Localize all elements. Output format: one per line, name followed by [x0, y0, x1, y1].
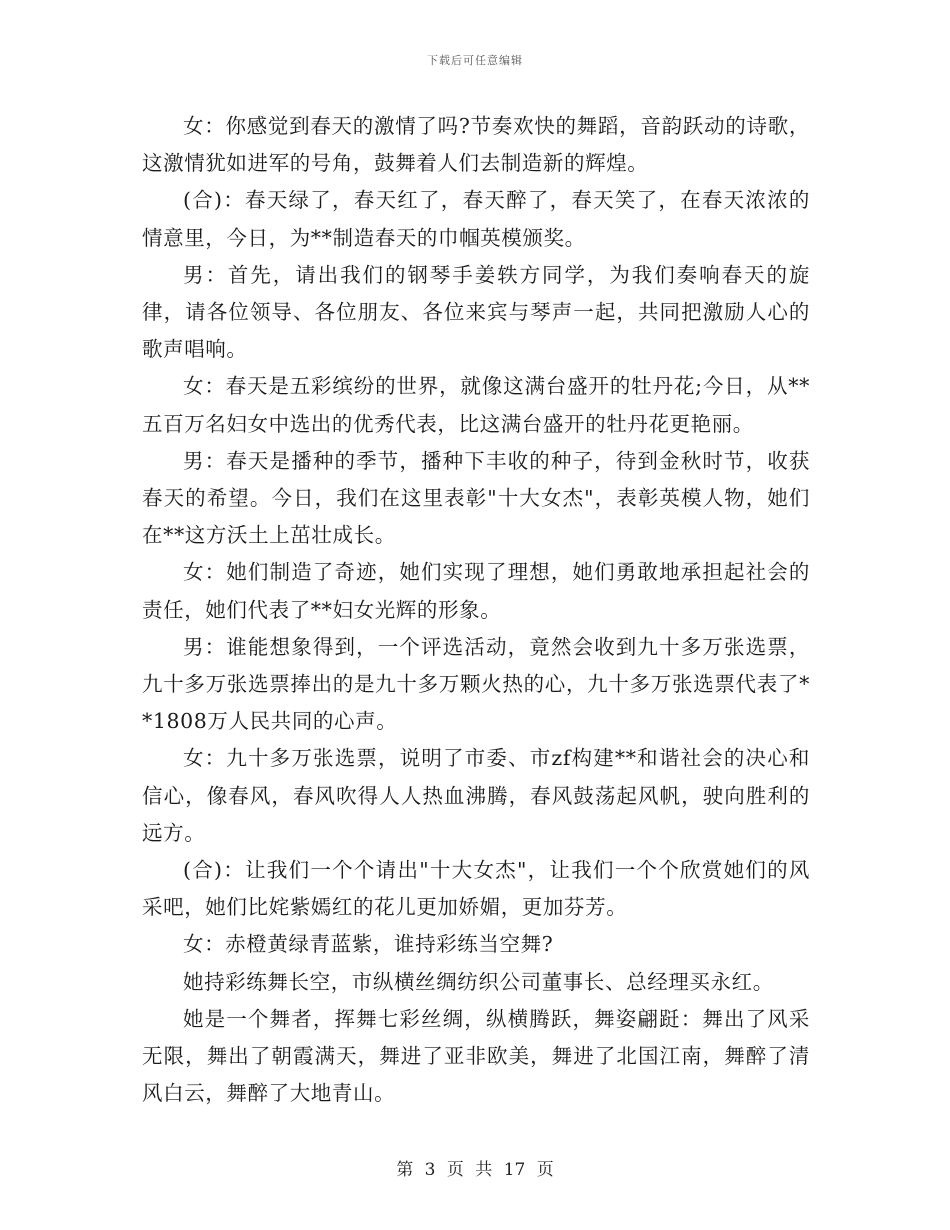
paragraph: 男：首先，请出我们的钢琴手姜轶方同学，为我们奏响春天的旋律，请各位领导、各位朋友、各位来宾与琴声一起，共同把激励人心的歌声唱响。 [142, 262, 810, 362]
page-header: 下载后可任意编辑 [427, 54, 523, 67]
page-number: 第 3 页 共 17 页 [396, 1160, 554, 1180]
paragraph: (合)：让我们一个个请出"十大女杰"，让我们一个个欣赏她们的风采吧，她们比姹紫嫣红的花儿更加娇媚，更加芬芳。 [142, 858, 810, 920]
paragraph: 女：她们制造了奇迹，她们实现了理想，她们勇敢地承担起社会的责任，她们代表了**妇女光辉的形象。 [142, 560, 810, 622]
paragraph: 她是一个舞者，挥舞七彩丝绸，纵横腾跃，舞姿翩跹：舞出了风采无限，舞出了朝霞满天，舞进了亚非欧美，舞进了北国江南，舞醉了清风白云，舞醉了大地青山。 [142, 1006, 810, 1106]
paragraph: 女：赤橙黄绿青蓝紫，谁持彩练当空舞? [183, 932, 554, 957]
paragraph: 她持彩练舞长空，市纵横丝绸纺织公司董事长、总经理买永红。 [183, 969, 774, 994]
paragraph: 女：春天是五彩缤纷的世界，就像这满台盛开的牡丹花;今日，从**五百万名妇女中选出的优秀代表，比这满台盛开的牡丹花更艳丽。 [142, 374, 810, 436]
document-body [142, 108, 810, 1112]
paragraph: 女：你感觉到春天的激情了吗?节奏欢快的舞蹈，音韵跃动的诗歌，这激情犹如进军的号角，鼓舞着人们去制造新的辉煌。 [142, 114, 810, 176]
paragraph: (合)：春天绿了，春天红了，春天醉了，春天笑了，在春天浓浓的情意里，今日，为**制造春天的巾帼英模颁奖。 [142, 188, 810, 250]
paragraph: 男：谁能想象得到，一个评选活动，竟然会收到九十多万张选票，九十多万张选票捧出的是九十多万颗火热的心，九十多万张选票代表了**1808万人民共同的心声。 [142, 634, 810, 734]
paragraph: 女：九十多万张选票，说明了市委、市zf构建**和谐社会的决心和信心，像春风，春风吹得人人热血沸腾，春风鼓荡起风帆，驶向胜利的远方。 [142, 746, 810, 845]
paragraph: 男：春天是播种的季节，播种下丰收的种子，待到金秋时节，收获春天的希望。今日，我们在这里表彰"十大女杰"，表彰英模人物，她们在**这方沃土上茁壮成长。 [142, 448, 810, 548]
